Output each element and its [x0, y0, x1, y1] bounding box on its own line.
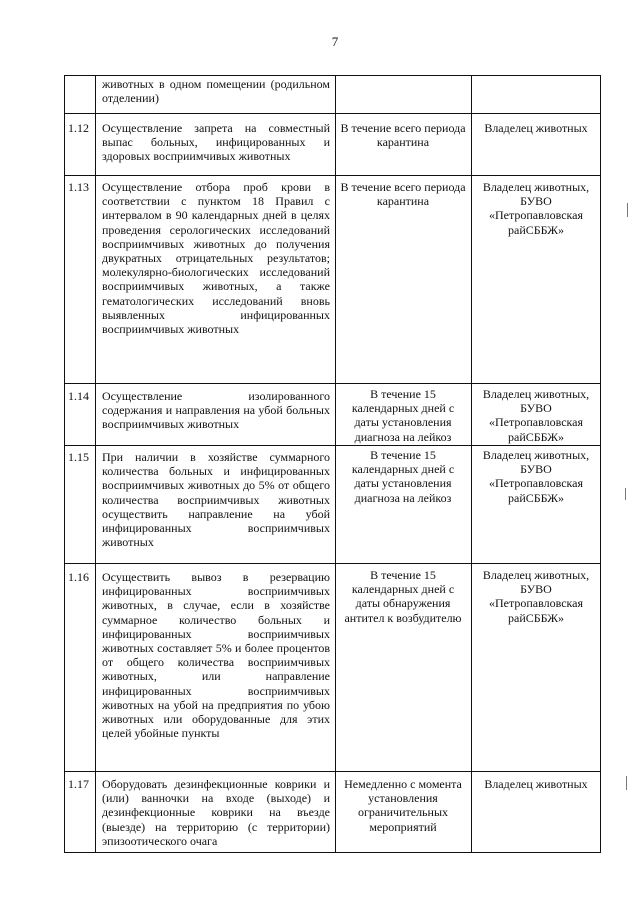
row-divider: [64, 852, 601, 853]
row-divider: [64, 563, 601, 564]
column-divider: [95, 75, 96, 853]
row-number: 1.12: [68, 121, 89, 135]
row-number: 1.14: [68, 389, 89, 403]
scan-mark: [625, 488, 626, 500]
row-responsible: Владелец животных: [484, 121, 588, 135]
measures-table: [64, 75, 601, 853]
row-responsible: Владелец животных, БУВО «Петропавловская райСББЖ»: [482, 180, 590, 237]
row-responsible: Владелец животных, БУВО «Петропавловская райСББЖ»: [482, 568, 590, 625]
row-divider: [64, 771, 601, 772]
scan-mark: [627, 203, 628, 217]
row-number: 1.16: [68, 570, 89, 584]
row-description: Осуществить вывоз в резервацию инфицированных восприимчивых животных, в случае, если в хозяйстве суммарное количество больных и инфицированных восприимчивых животных составляет 5% и более процентов от общего количества восприимчивых животных, или направление инфицированных восприимчивых животных на убой на предприятия по убою животных или оборудованные для этих целей убойные пункты: [102, 570, 330, 741]
row-description: Осуществление изолированного содержания и направления на убой больных восприимчивых животных: [102, 389, 330, 432]
column-divider: [335, 75, 336, 853]
row-divider: [64, 113, 601, 114]
row-description: При наличии в хозяйстве суммарного количества больных и инфицированных восприимчивых животных до 5% от общего количества восприимчивых животных осуществить направление на убой инфицированных восприимчивых животных: [102, 450, 330, 550]
row-term: Немедленно с момента установления ограничительных мероприятий: [344, 777, 462, 834]
table-border-right: [600, 75, 601, 853]
row-responsible: Владелец животных: [484, 777, 588, 791]
row-number: 1.13: [68, 180, 89, 194]
row-description: Осуществление отбора проб крови в соответствии с пунктом 18 Правил с интервалом в 90 календарных дней в целях проведения серологических исследований восприимчивых животных до получения двукратных отрицательных результатов; молекулярно-биологических исследований восприимчивых животных, а также гематологических исследований вновь выявленных инфицированных восприимчивых животных: [102, 180, 330, 337]
page-number: 7: [331, 34, 339, 49]
column-divider: [471, 75, 472, 853]
row-divider: [64, 445, 601, 446]
row-term: В течение всего периода карантина: [340, 121, 466, 150]
row-description: Оборудовать дезинфекционные коврики и (или) ванночки на входе (выходе) и дезинфекционные коврики на въезде (выезде) на территорию (с территории) эпизоотического очага: [102, 777, 330, 848]
row-term: В течение 15 календарных дней с даты обнаружения антител к возбудителю: [344, 568, 462, 625]
row-responsible: Владелец животных, БУВО «Петропавловская райСББЖ»: [482, 387, 590, 444]
row-description: Осуществление запрета на совместный выпас больных, инфицированных и здоровых восприимчивых животных: [102, 121, 330, 164]
scan-mark: [626, 776, 627, 790]
row-divider: [64, 75, 601, 76]
row-term: В течение 15 календарных дней с даты установления диагноза на лейкоз: [351, 448, 455, 505]
row-term: В течение всего периода карантина: [340, 180, 466, 209]
row-divider: [64, 383, 601, 384]
row-number: 1.17: [68, 777, 89, 791]
table-border-left: [64, 75, 65, 853]
row-description: животных в одном помещении (родильном отделении): [102, 77, 330, 106]
row-term: В течение 15 календарных дней с даты установления диагноза на лейкоз: [351, 387, 455, 444]
row-divider: [64, 175, 601, 176]
row-responsible: Владелец животных, БУВО «Петропавловская райСББЖ»: [482, 448, 590, 505]
row-number: 1.15: [68, 450, 89, 464]
